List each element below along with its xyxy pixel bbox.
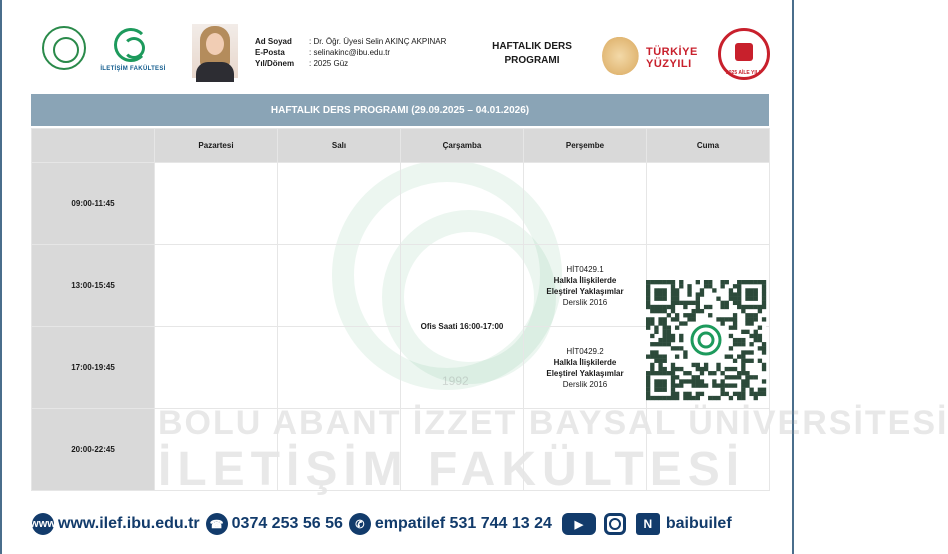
schedule-cell — [278, 245, 401, 327]
day-header: Pazartesi — [155, 129, 278, 163]
info-term-row — [255, 58, 446, 69]
faculty-logo — [114, 28, 148, 62]
youtube-icon[interactable]: ▶ — [562, 513, 596, 535]
qr-code[interactable] — [646, 280, 766, 400]
instagram-icon[interactable] — [604, 513, 626, 535]
time-row — [32, 409, 770, 491]
course-cell — [524, 245, 647, 327]
course-code: HİT0429.2 — [566, 346, 604, 356]
info-name-row — [255, 36, 446, 47]
course-code: HİT0429.1 — [566, 264, 604, 274]
schedule-cell — [524, 163, 647, 245]
page-title: HAFTALIK DERS PROGRAMI — [492, 41, 572, 66]
watermark-university: BOLU ABANT İZZET BAYSAL ÜNİVERSİTESİ — [158, 404, 948, 442]
schedule-cell — [155, 409, 278, 491]
schedule-cell — [278, 409, 401, 491]
schedule-banner: HAFTALIK DERS PROGRAMI (29.09.2025 – 04.01.2026) — [31, 94, 769, 126]
info-label: Ad Soyad — [255, 37, 292, 46]
info-value: : Dr. Öğr. Üyesi Selin AKINÇ AKPINAR — [309, 37, 447, 46]
office-hours: Ofis Saati 16:00-17:00 — [420, 322, 504, 331]
instructor-info — [255, 36, 446, 69]
whatsapp-icon: ✆ — [349, 513, 371, 535]
nsosyal-icon[interactable]: N — [636, 513, 660, 535]
aile-yili-text: 2025 AİLE YILI — [726, 70, 761, 76]
globe-icon: www — [32, 513, 54, 535]
university-logo — [42, 26, 86, 70]
course-line: Derslik 2016 — [562, 379, 608, 389]
schedule-cell — [647, 409, 770, 491]
time-slot: 09:00-11:45 — [32, 163, 155, 245]
schedule-cell — [401, 163, 524, 245]
whatsapp-contact[interactable]: empatilef 531 744 13 24 — [374, 515, 552, 532]
info-value: : selinakinc@ibu.edu.tr — [309, 48, 391, 57]
day-header: Salı — [278, 129, 401, 163]
schedule-cell — [401, 245, 524, 409]
time-row — [32, 163, 770, 245]
turkiye-yuzyili-logo — [602, 34, 646, 78]
watermark-year: 1992 — [442, 374, 469, 388]
faculty-logo-text: İLETİŞİM FAKÜLTESİ — [100, 66, 166, 72]
course-line: Halkla İlişkilerde — [553, 357, 617, 367]
course-line: Eleştirel Yaklaşımlar — [546, 368, 624, 378]
schedule-cell — [401, 409, 524, 491]
schedule-cell — [155, 245, 278, 327]
social-handle[interactable]: baibuilef — [665, 515, 732, 532]
day-header: Cuma — [647, 129, 770, 163]
phone-number[interactable]: 0374 253 56 56 — [231, 515, 343, 532]
info-email-row — [255, 47, 446, 58]
info-label: Yıl/Dönem — [255, 59, 295, 68]
course-cell — [524, 327, 647, 409]
time-slot: 13:00-15:45 — [32, 245, 155, 327]
turkiye-yuzyili-text: TÜRKİYE YÜZYILI — [646, 46, 698, 70]
info-label: E-Posta — [255, 48, 285, 57]
time-slot: 20:00-22:45 — [32, 409, 155, 491]
phone-icon: ☎ — [206, 513, 228, 535]
course-line: Derslik 2016 — [562, 297, 608, 307]
day-header: Perşembe — [524, 129, 647, 163]
time-slot: 17:00-19:45 — [32, 327, 155, 409]
schedule-cell — [647, 163, 770, 245]
schedule-cell — [524, 409, 647, 491]
footer — [32, 510, 732, 538]
instructor-photo — [192, 24, 238, 78]
schedule-cell — [278, 327, 401, 409]
day-header-row — [32, 129, 770, 163]
corner-cell — [32, 129, 155, 163]
info-value: : 2025 Güz — [309, 59, 349, 68]
schedule-cell — [278, 163, 401, 245]
schedule-cell — [155, 327, 278, 409]
schedule-cell — [155, 163, 278, 245]
course-line: Eleştirel Yaklaşımlar — [546, 286, 624, 296]
day-header: Çarşamba — [401, 129, 524, 163]
watermark-faculty: İLETİŞİM FAKÜLTESİ — [158, 443, 746, 496]
course-line: Halkla İlişkilerde — [553, 275, 617, 285]
website-link[interactable]: www.ilef.ibu.edu.tr — [58, 515, 200, 532]
